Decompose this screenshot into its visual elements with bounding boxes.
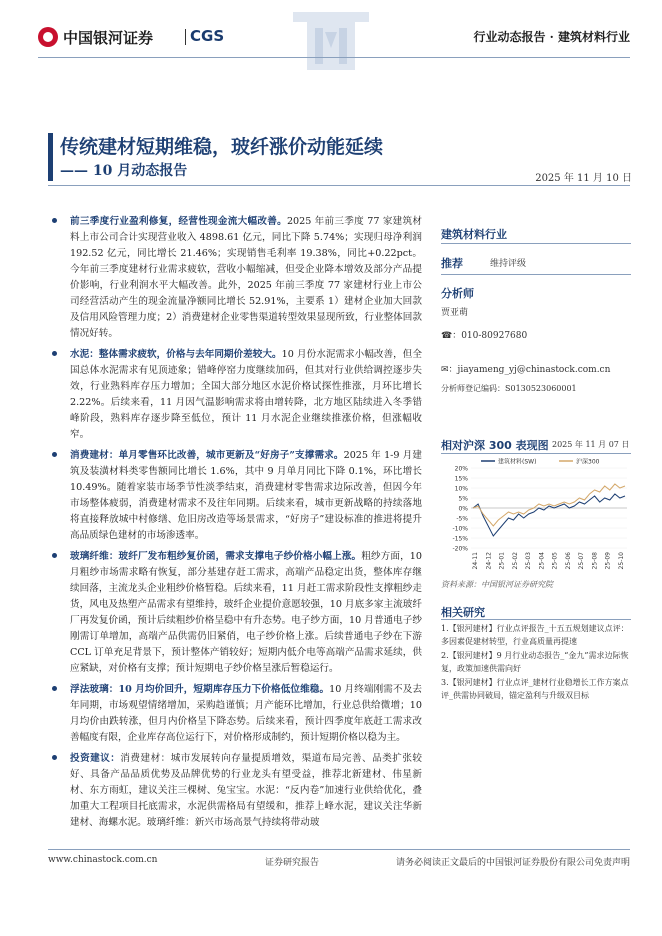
page-title: 传统建材短期维稳，玻纤涨价动能延续 bbox=[60, 136, 384, 158]
analyst-phone: ☎：010-80927680 bbox=[441, 331, 528, 341]
bullet-body: 2025 年 1-9 月建筑及装潢材料类零售额同比增长 1.6%，其中 9 月单月同比下降 0.1%，环比增长 10.49%。随着家装市场季节性淡季结束，消费建材零售需求边际改善，但因今年市场整体疲弱，消费建材需求不及往年同期。后续来看，城市更新战略的持续落地将直接释放城中村修缮、危旧房改造等场景需求，“好房子”建设标准的推进将提升高品质绿色建材的市场渗透率。 bbox=[70, 450, 422, 541]
footer-website[interactable]: www.chinastock.com.cn bbox=[48, 855, 158, 865]
sidebar-industry: 建筑材料行业 bbox=[441, 228, 507, 241]
related-research-list bbox=[441, 622, 631, 703]
y-tick-label: 5% bbox=[458, 495, 468, 503]
x-tick-label: 25-03 bbox=[525, 552, 533, 570]
bullet-heading: 前三季度行业盈利修复，经营性现金流大幅改善。 bbox=[70, 216, 287, 227]
logo-mark-icon bbox=[38, 27, 58, 47]
x-tick-label: 25-10 bbox=[618, 552, 625, 570]
logo-separator bbox=[185, 29, 186, 45]
footer-center: 证券研究报告 bbox=[265, 858, 320, 868]
x-tick-label: 25-07 bbox=[578, 552, 586, 570]
bullet-dot-icon bbox=[52, 351, 57, 356]
y-tick-label: 0% bbox=[458, 505, 468, 513]
bullet-heading: 消费建材：单月零售环比改善，城市更新及“好房子”支撑需求。 bbox=[70, 450, 344, 461]
y-tick-label: -5% bbox=[456, 515, 468, 523]
x-tick-label: 24-11 bbox=[472, 552, 479, 570]
related-item[interactable]: 2.【银河建材】9 月行业动态报告_“金九”需求边际恢复，政策加速供需向好 bbox=[441, 651, 629, 673]
x-tick-label: 25-08 bbox=[591, 552, 599, 570]
logo-cn-text: 中国银河证券 bbox=[63, 29, 154, 47]
bullet-heading: 玻璃纤维：玻纤厂发布粗纱复价函，需求支撑电子纱价格小幅上涨。 bbox=[70, 551, 362, 562]
bullet-dot-icon bbox=[52, 755, 57, 760]
y-tick-label: 15% bbox=[454, 475, 468, 483]
bullet-body: 粗纱方面，10 月粗纱市场需求略有恢复，部分基建存赶工需求，高端产品稳定出货，整体库存继续回落，主流龙头企业粗纱价格暂稳。后续来看，11 月赶工需求阶段性支撑粗纱走货，风电及热塑产品需求有望维持，玻纤企业提价意愿较强，10 月底多家主流玻纤厂再发复价函，预计后续粗纱价格呈稳中有升态势。电子纱方面，10 月普通电子纱刚需订单增加，高端产品供需仍旧紧俏，电子纱价格上涨。后续普通电子纱在下游 CCL 订单充足背景下，预计整体产销较好；短期内低介电等高端产品需求延续，供应紧缺，对价格有支撑；预计短期电子纱价格呈涨后暂稳运行。 bbox=[70, 551, 422, 674]
chart-source: 资料来源：中国银河证券研究院 bbox=[441, 580, 553, 589]
page-subtitle: —— 10 月动态报告 bbox=[60, 163, 188, 179]
bullet-dot-icon bbox=[52, 686, 57, 691]
legend-label: 建筑材料(SW) bbox=[498, 458, 537, 466]
series-line-1 bbox=[473, 494, 625, 536]
footer-disclaimer: 请务必阅读正文最后的中国银河证券股份有限公司免责声明 bbox=[395, 858, 630, 868]
analyst-name: 贾亚萌 bbox=[441, 308, 469, 318]
sidebar-divider bbox=[441, 274, 631, 275]
sidebar-divider bbox=[441, 453, 631, 454]
watermark-emblem-icon bbox=[285, 8, 377, 76]
x-tick-label: 25-06 bbox=[564, 552, 572, 570]
bullet-body: 10 月份水泥需求小幅改善，但全国总体水泥需求有见顶迹象；错峰停窑力度继续加码，但其对行业供给调控逐步失效，行业熟料库存压力增加；全国大部分地区水泥价格试探性推涨，月环比增长 2.22%。后续来看，11 月因气温影响需求将由增转降，北方地区陆续进入冬季错峰阶段，熟料库存逐步降至低位，预计 11 月水泥企业继续推涨价格，但涨幅收窄。 bbox=[70, 349, 423, 440]
sidebar-divider bbox=[441, 243, 631, 244]
footer-divider bbox=[48, 849, 630, 850]
chart-heading: 相对沪深 300 表现图 bbox=[441, 439, 549, 452]
y-tick-label: -10% bbox=[452, 525, 468, 533]
y-tick-label: 20% bbox=[454, 465, 468, 473]
chart-date: 2025 年 11 月 07 日 bbox=[552, 440, 630, 449]
bullet-dot-icon bbox=[52, 218, 57, 223]
series-line-2 bbox=[473, 484, 625, 526]
bullet-dot-icon bbox=[52, 452, 57, 457]
x-tick-label: 25-09 bbox=[604, 552, 612, 570]
bullet-item bbox=[48, 214, 422, 342]
report-date: 2025 年 11 月 10 日 bbox=[535, 173, 632, 184]
bullet-heading: 水泥：整体需求疲软，价格与去年同期价差较大。 bbox=[70, 349, 282, 360]
bullet-item bbox=[48, 549, 422, 677]
rating-label: 推荐 bbox=[441, 257, 463, 270]
related-heading: 相关研究 bbox=[441, 606, 485, 619]
bullet-item bbox=[48, 682, 422, 746]
related-item[interactable]: 1.【银河建材】行业点评报告_十五五规划建议点评：多因素促建材转型，行业高质量再提速 bbox=[441, 624, 629, 646]
bullet-dot-icon bbox=[52, 553, 57, 558]
x-tick-label: 25-01 bbox=[498, 552, 506, 570]
y-tick-label: 10% bbox=[454, 485, 468, 493]
bullet-heading: 投资建议： bbox=[70, 753, 121, 764]
company-logo bbox=[38, 25, 228, 51]
title-divider bbox=[48, 185, 630, 186]
y-tick-label: -15% bbox=[452, 535, 468, 543]
performance-chart bbox=[441, 456, 631, 576]
bullet-body: 2025 年前三季度 77 家建筑材料上市公司合计实现营业收入 4898.61 亿元，同比下降 5.74%；实现归母净利润 192.52 亿元，同比增长 21.46%；实现销售毛利率 19.38%，同比+0.22pct。今年前三季度建材行业需求疲软，营收小幅缩减，但受企业降本增效及部分产品提价影响，行业利润水平大幅改善。此外，2025 年前三季度 77 家建材行业上市公司经营活动产生的现金流量净额同比增长 52.91%，主要系 1）建材企业加大回款及信用风险管理力度；2）消费建材企业零售渠道转型效果显现所致，行业整体回款情况好转。 bbox=[70, 216, 422, 339]
bullet-heading: 浮法玻璃：10 月均价回升，短期库存压力下价格低位维稳。 bbox=[70, 684, 330, 695]
x-tick-label: 25-05 bbox=[551, 552, 559, 570]
logo-en-text: CGS bbox=[190, 27, 225, 45]
header-divider bbox=[38, 57, 630, 58]
x-tick-label: 25-02 bbox=[511, 552, 519, 570]
title-accent-bar bbox=[48, 133, 53, 181]
summary-content bbox=[48, 214, 422, 836]
bullet-body: 消费建材：城市发展转向存量提质增效，渠道布局完善、品类扩张较好、具备产品品质优势及品牌优势的行业龙头有望受益，推荐北新建材、伟星新材、东方雨虹，建议关注三棵树、兔宝宝。水泥：“反内卷”加速行业供给优化，叠加重大工程项目托底需求，水泥供需格局有望缓和，推荐上峰水泥，建议关注华新建材、海螺水泥。玻璃纤维：新兴市场高景气持续将带动玻 bbox=[70, 753, 423, 828]
report-category: 行业动态报告 · 建筑材料行业 bbox=[473, 30, 630, 44]
sidebar-divider bbox=[441, 619, 631, 620]
x-tick-label: 24-12 bbox=[485, 552, 493, 570]
rating-value: 维持评级 bbox=[490, 259, 527, 269]
bullet-body: 10 月终端刚需不及去年同期，市场观望情绪增加，采购趋谨慎；月产能环比增加，行业总供给微增；10 月均价由跌转涨，但月内价格呈下降态势。后续来看，预计四季度年底赶工需求改善幅度有限，企业库存高位运行下，对价格形成制约，预计短期价格以稳为主。 bbox=[70, 684, 422, 743]
x-tick-label: 25-04 bbox=[538, 552, 546, 570]
analyst-email[interactable]: ✉：jiayameng_yj@chinastock.com.cn bbox=[441, 365, 611, 375]
y-tick-label: -20% bbox=[452, 545, 468, 553]
bullet-item bbox=[48, 448, 422, 544]
analyst-cert: 分析师登记编码：S0130523060001 bbox=[441, 384, 577, 393]
analyst-heading: 分析师 bbox=[441, 287, 474, 300]
legend-label: 沪深300 bbox=[576, 458, 600, 466]
bullet-item bbox=[48, 347, 422, 443]
bullet-item bbox=[48, 751, 422, 831]
related-item[interactable]: 3.【银河建材】行业点评_建材行业稳增长工作方案点评_供需协同破局，锚定盈利与升级双目标 bbox=[441, 678, 629, 700]
